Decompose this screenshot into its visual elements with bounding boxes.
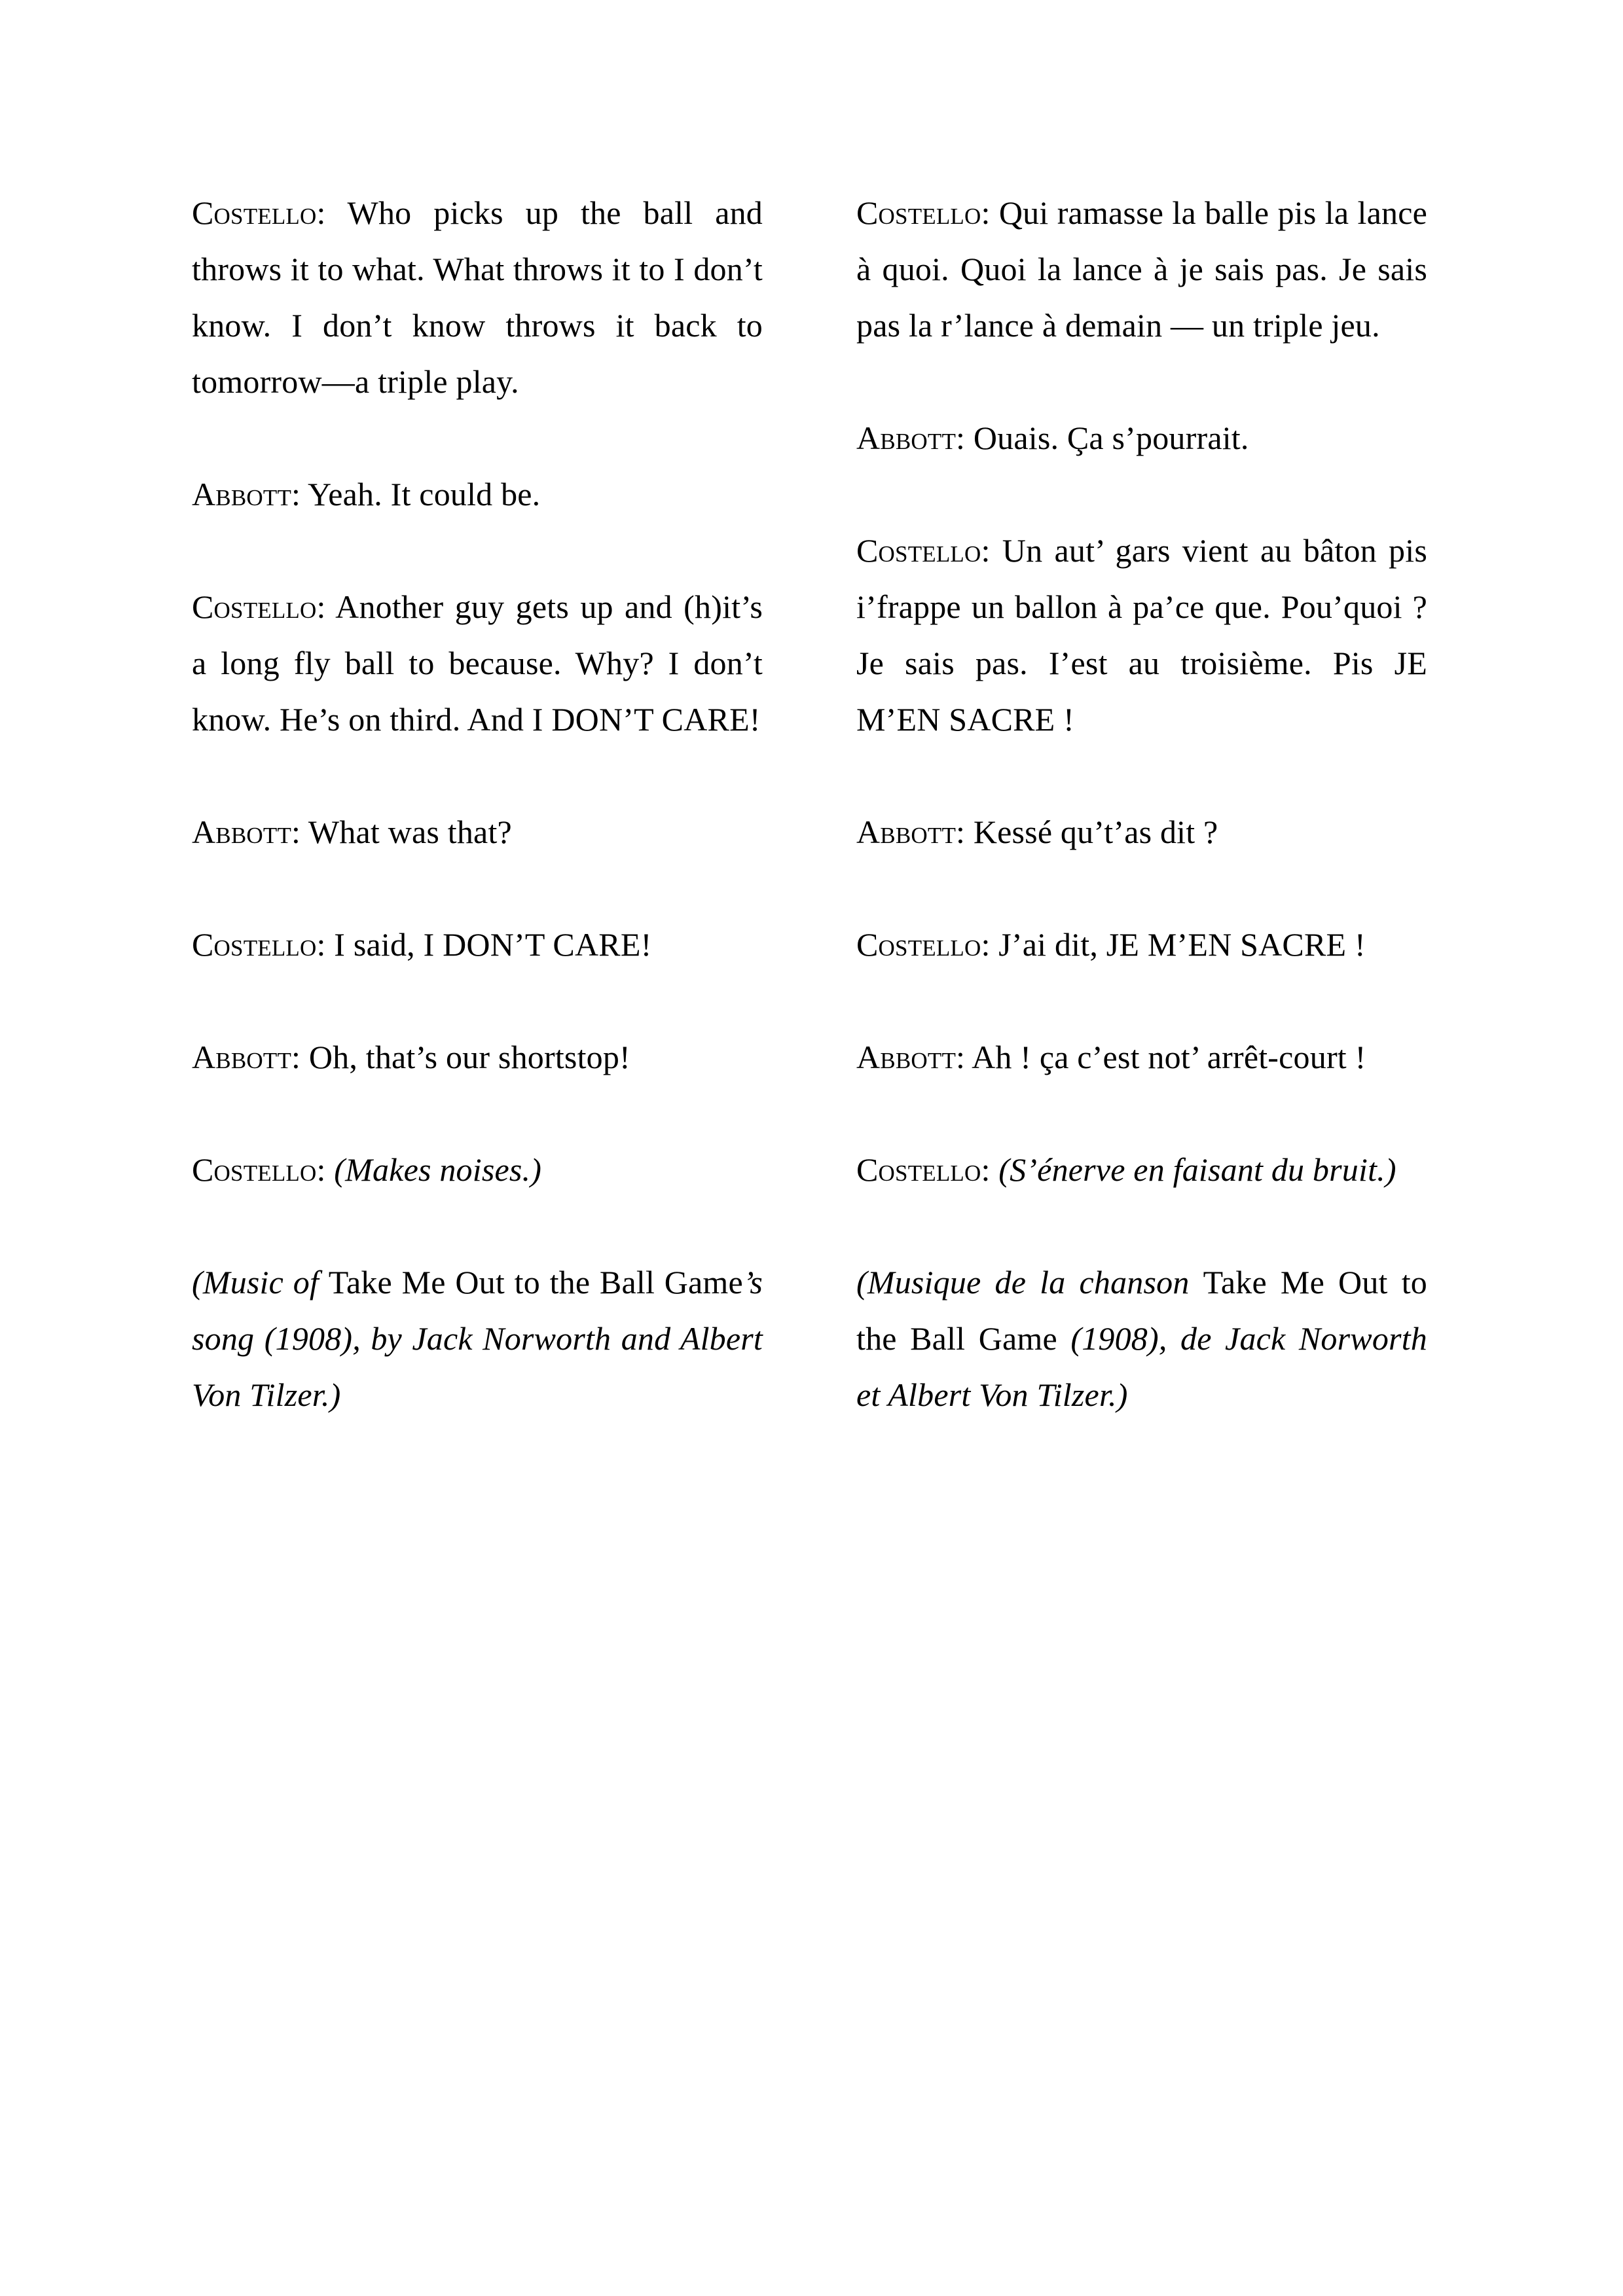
two-column-text-block xyxy=(192,185,1427,1479)
dialogue-text: Yeah. It could be. xyxy=(301,476,541,512)
dialogue-text: Take Me Out to the Ball Game xyxy=(856,1264,1427,1357)
dialogue-text xyxy=(326,1151,335,1188)
dialogue-paragraph xyxy=(856,410,1427,466)
dialogue-text: What was that? xyxy=(301,814,512,850)
speaker-label: Abbott: xyxy=(192,814,301,850)
dialogue-paragraph xyxy=(192,185,763,410)
dialogue-text: (1908), de Jack Norworth et Albert Von Tilzer.) xyxy=(856,1320,1427,1413)
dialogue-paragraph xyxy=(192,1141,763,1198)
dialogue-paragraph xyxy=(192,804,763,860)
dialogue-paragraph xyxy=(192,466,763,522)
dialogue-text: J’ai dit, JE M’EN SACRE ! xyxy=(990,926,1366,963)
dialogue-text: Take Me Out to the Ball Game xyxy=(328,1264,743,1300)
speaker-label: Abbott: xyxy=(856,1039,966,1075)
speaker-label: Costello: xyxy=(856,1151,991,1188)
dialogue-text: Ah ! ça c’est not’ arrêt-court ! xyxy=(965,1039,1366,1075)
dialogue-text: (Musique de la chanson xyxy=(856,1264,1203,1300)
dialogue-text: Who picks up the ball and throws it to what. What throws it to I don’t know. I don’t know throws it back to tomorrow—a triple play. xyxy=(192,194,763,400)
column-french xyxy=(856,185,1427,1479)
dialogue-paragraph xyxy=(192,1254,763,1423)
dialogue-text: Oh, that’s our shortstop! xyxy=(301,1039,630,1075)
speaker-label: Costello: xyxy=(192,194,326,231)
dialogue-text: Another guy gets up and (h)it’s a long fly ball to because. Why? I don’t know. He’s on third. And I DON’T CARE! xyxy=(192,588,763,738)
dialogue-text: I said, I DON’T CARE! xyxy=(325,926,652,963)
dialogue-paragraph xyxy=(856,522,1427,747)
dialogue-paragraph xyxy=(856,1141,1427,1198)
dialogue-paragraph xyxy=(856,1254,1427,1423)
dialogue-paragraph xyxy=(856,916,1427,973)
dialogue-paragraph xyxy=(192,1029,763,1085)
dialogue-text: (S’énerve en faisant du bruit.) xyxy=(998,1151,1396,1188)
speaker-label: Costello: xyxy=(856,926,991,963)
dialogue-text: Ouais. Ça s’pourrait. xyxy=(965,420,1249,456)
dialogue-paragraph xyxy=(856,804,1427,860)
speaker-label: Costello: xyxy=(856,194,991,231)
dialogue-text: (Music of xyxy=(192,1264,329,1300)
speaker-label: Abbott: xyxy=(192,476,301,512)
speaker-label: Costello: xyxy=(192,588,326,625)
dialogue-text: Un aut’ gars vient au bâton pis i’frappe un ballon à pa’ce que. Pou’quoi ? Je sais pas. I’est au troisième. Pis JE M’EN SACRE ! xyxy=(856,532,1427,738)
dialogue-text: Kessé qu’t’as dit ? xyxy=(965,814,1218,850)
speaker-label: Abbott: xyxy=(856,420,966,456)
speaker-label: Abbott: xyxy=(192,1039,301,1075)
column-english xyxy=(192,185,763,1479)
dialogue-text: ’s song (1908), by Jack Norworth and Albert Von Tilzer.) xyxy=(192,1264,763,1413)
speaker-label: Costello: xyxy=(192,1151,326,1188)
dialogue-paragraph xyxy=(192,916,763,973)
dialogue-paragraph xyxy=(192,579,763,747)
speaker-label: Costello: xyxy=(192,926,326,963)
dialogue-paragraph xyxy=(856,185,1427,353)
dialogue-paragraph xyxy=(856,1029,1427,1085)
speaker-label: Costello: xyxy=(856,532,991,569)
speaker-label: Abbott: xyxy=(856,814,966,850)
dialogue-text xyxy=(991,1151,999,1188)
dialogue-text: (Makes noises.) xyxy=(334,1151,542,1188)
dialogue-text: Qui ramasse la balle pis la lance à quoi. Quoi la lance à je sais pas. Je sais pas la r’lance à demain — un triple jeu. xyxy=(856,194,1427,344)
